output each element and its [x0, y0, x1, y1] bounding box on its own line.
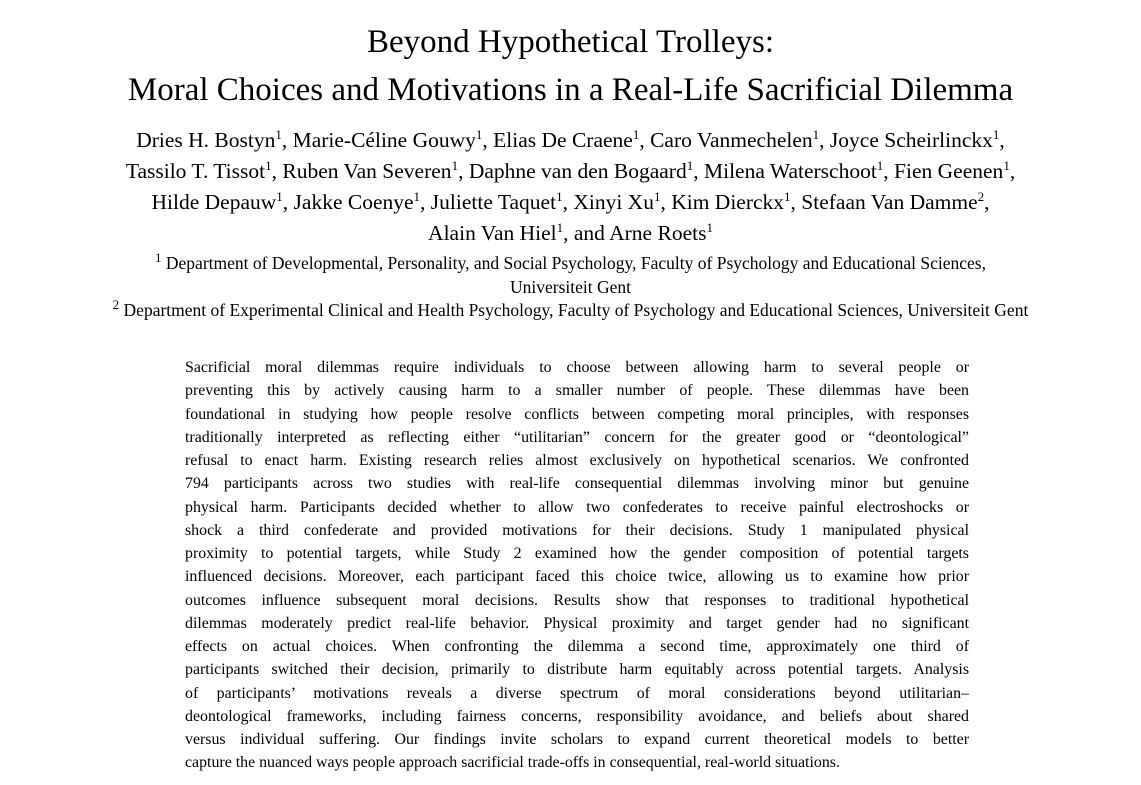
abstract-line: proximity to potential targets, while Study 2 examined how the gender composition of potential targets — [185, 545, 969, 562]
author-name: Dries H. Bostyn — [136, 128, 276, 152]
author-name: Hilde Depauw — [151, 190, 277, 214]
affiliation-marker: 1 — [265, 157, 272, 173]
author-name: Alain Van Hiel — [428, 221, 557, 245]
affiliation-marker: 1 — [275, 126, 282, 142]
author-name: Marie-Céline Gouwy — [292, 128, 476, 152]
abstract-line: refusal to enact harm. Existing research relies almost exclusively on hypothetical scenarios. We confronted — [185, 452, 969, 469]
author-name: Fien Geenen — [894, 159, 1004, 183]
author-name: Jakke Coenye — [293, 190, 414, 214]
author-separator: , — [999, 128, 1005, 152]
abstract-line: foundational in studying how people resolve conflicts between competing moral principles, with responses — [185, 405, 969, 423]
author-separator: , — [458, 159, 469, 183]
author-separator: , — [883, 159, 895, 183]
abstract-line: outcomes influence subsequent moral decisions. Results show that responses to traditional hypothetical — [185, 591, 969, 609]
affiliation-marker: 1 — [706, 219, 713, 235]
abstract-line: dilemmas moderately predict real-life behavior. Physical proximity and target gender had no significant — [185, 614, 969, 632]
paper-title — [0, 18, 1141, 114]
title-line-1: Beyond Hypothetical Trolleys: — [367, 24, 774, 60]
affiliation-marker: 1 — [812, 126, 820, 142]
abstract-line: versus individual suffering. Our findings invite scholars to expand current theoretical models to better — [185, 731, 969, 748]
abstract-line: shock a third confederate and provided motivations for their decisions. Study 1 manipulated physical — [185, 521, 969, 539]
author-separator: , — [790, 190, 802, 214]
author-name: Stefaan Van Damme — [801, 190, 978, 214]
author-name: Joyce Scheirlinckx — [829, 128, 993, 152]
abstract-line: traditionally interpreted as reflecting either “utilitarian” concern for the greater good or “deontological” — [185, 428, 969, 446]
affiliation-2 — [0, 299, 1141, 323]
abstract-line: physical harm. Participants decided whether to allow two confederates to receive painful electroshocks or — [185, 498, 969, 516]
affiliation-marker: 1 — [876, 157, 884, 173]
affiliation-marker: 1 — [556, 188, 563, 204]
affiliation-marker: 1 — [556, 219, 564, 235]
affiliation-marker: 1 — [1003, 157, 1010, 173]
abstract-line: of participants’ motivations reveals a diverse spectrum of moral considerations beyond utilitarian– — [185, 684, 969, 702]
author-name: Milena Waterschoot — [703, 159, 877, 183]
title-line-2: Moral Choices and Motivations in a Real-Life Sacrificial Dilemma — [127, 72, 1014, 108]
author-separator: , — [482, 128, 494, 152]
abstract-line: participants switched their decision, primarily to distribute harm equitably across potential targets. Analysis — [185, 661, 969, 679]
author-separator: , — [282, 190, 294, 214]
affiliation-marker: 1 — [632, 126, 640, 142]
abstract-line: influenced decisions. Moreover, each participant faced this choice twice, allowing us to examine how prior — [185, 568, 969, 586]
abstract-line: Sacrificial moral dilemmas require individuals to choose between allowing harm to several people or — [185, 359, 969, 376]
abstract-line: capture the nuanced ways people approach sacrificial trade-offs in consequential, real-world situations. — [185, 754, 840, 772]
affiliation-marker: 1 — [413, 188, 421, 204]
author-name: Ruben Van Severen — [282, 159, 452, 183]
affiliation-text: Department of Developmental, Personality, and Social Psychology, Faculty of Psychology and Educational Sciences, — [165, 253, 986, 273]
abstract-line: preventing this by actively causing harm to a smaller number of people. These dilemmas have been — [185, 382, 969, 400]
author-separator: , — [639, 128, 651, 152]
affiliation-marker: 1 — [653, 188, 661, 204]
affiliation-marker: 2 — [977, 188, 985, 204]
author-separator: , — [420, 190, 431, 214]
affiliation-marker: 1 — [784, 188, 791, 204]
author-line — [0, 156, 1141, 187]
affiliation-marker: 1 — [451, 157, 459, 173]
author-separator: , — [693, 159, 704, 183]
affiliation-marker: 1 — [992, 126, 1000, 142]
author-name: Elias De Craene — [493, 128, 633, 152]
abstract — [185, 356, 969, 775]
author-line — [0, 187, 1141, 218]
affiliation-text: Department of Experimental Clinical and Health Psychology, Faculty of Psychology and Educational Sciences, Universiteit Gent — [123, 300, 1029, 320]
author-name: Caro Vanmechelen — [650, 128, 813, 152]
author-name: Juliette Taquet — [430, 190, 557, 214]
affiliation-marker: 1 — [276, 188, 283, 204]
affiliation-number: 2 — [112, 297, 120, 313]
author-separator: , — [563, 221, 574, 245]
author-name: Kim Dierckx — [671, 190, 785, 214]
author-separator: , — [271, 159, 283, 183]
author-separator: , — [660, 190, 672, 214]
affiliations — [0, 252, 1141, 323]
abstract-line: 794 participants across two studies with real-life consequential dilemmas involving minor but genuine — [185, 475, 969, 493]
abstract-line: deontological frameworks, including fairness concerns, responsibility avoidance, and beliefs about shared — [185, 707, 969, 725]
author-name: Xinyi Xu — [573, 190, 654, 214]
author-line — [0, 218, 1141, 249]
affiliation-1-continued: Universiteit Gent — [509, 276, 631, 297]
affiliation-number: 1 — [155, 250, 162, 266]
author-separator: , — [1009, 159, 1016, 183]
author-separator: , — [562, 190, 574, 214]
abstract-line: effects on actual choices. When confronting the dilemma a second time, approximately one third of — [185, 638, 969, 655]
author-separator: , — [281, 128, 293, 152]
author-separator: , — [984, 190, 990, 214]
author-name: Daphne van den Bogaard — [468, 159, 687, 183]
author-list — [0, 125, 1141, 249]
author-name: Tassilo T. Tissot — [125, 159, 266, 183]
author-name: and Arne Roets — [573, 221, 707, 245]
author-separator: , — [819, 128, 830, 152]
affiliation-1 — [0, 252, 1141, 276]
affiliation-marker: 1 — [686, 157, 694, 173]
affiliation-marker: 1 — [475, 126, 483, 142]
author-line — [0, 125, 1141, 156]
